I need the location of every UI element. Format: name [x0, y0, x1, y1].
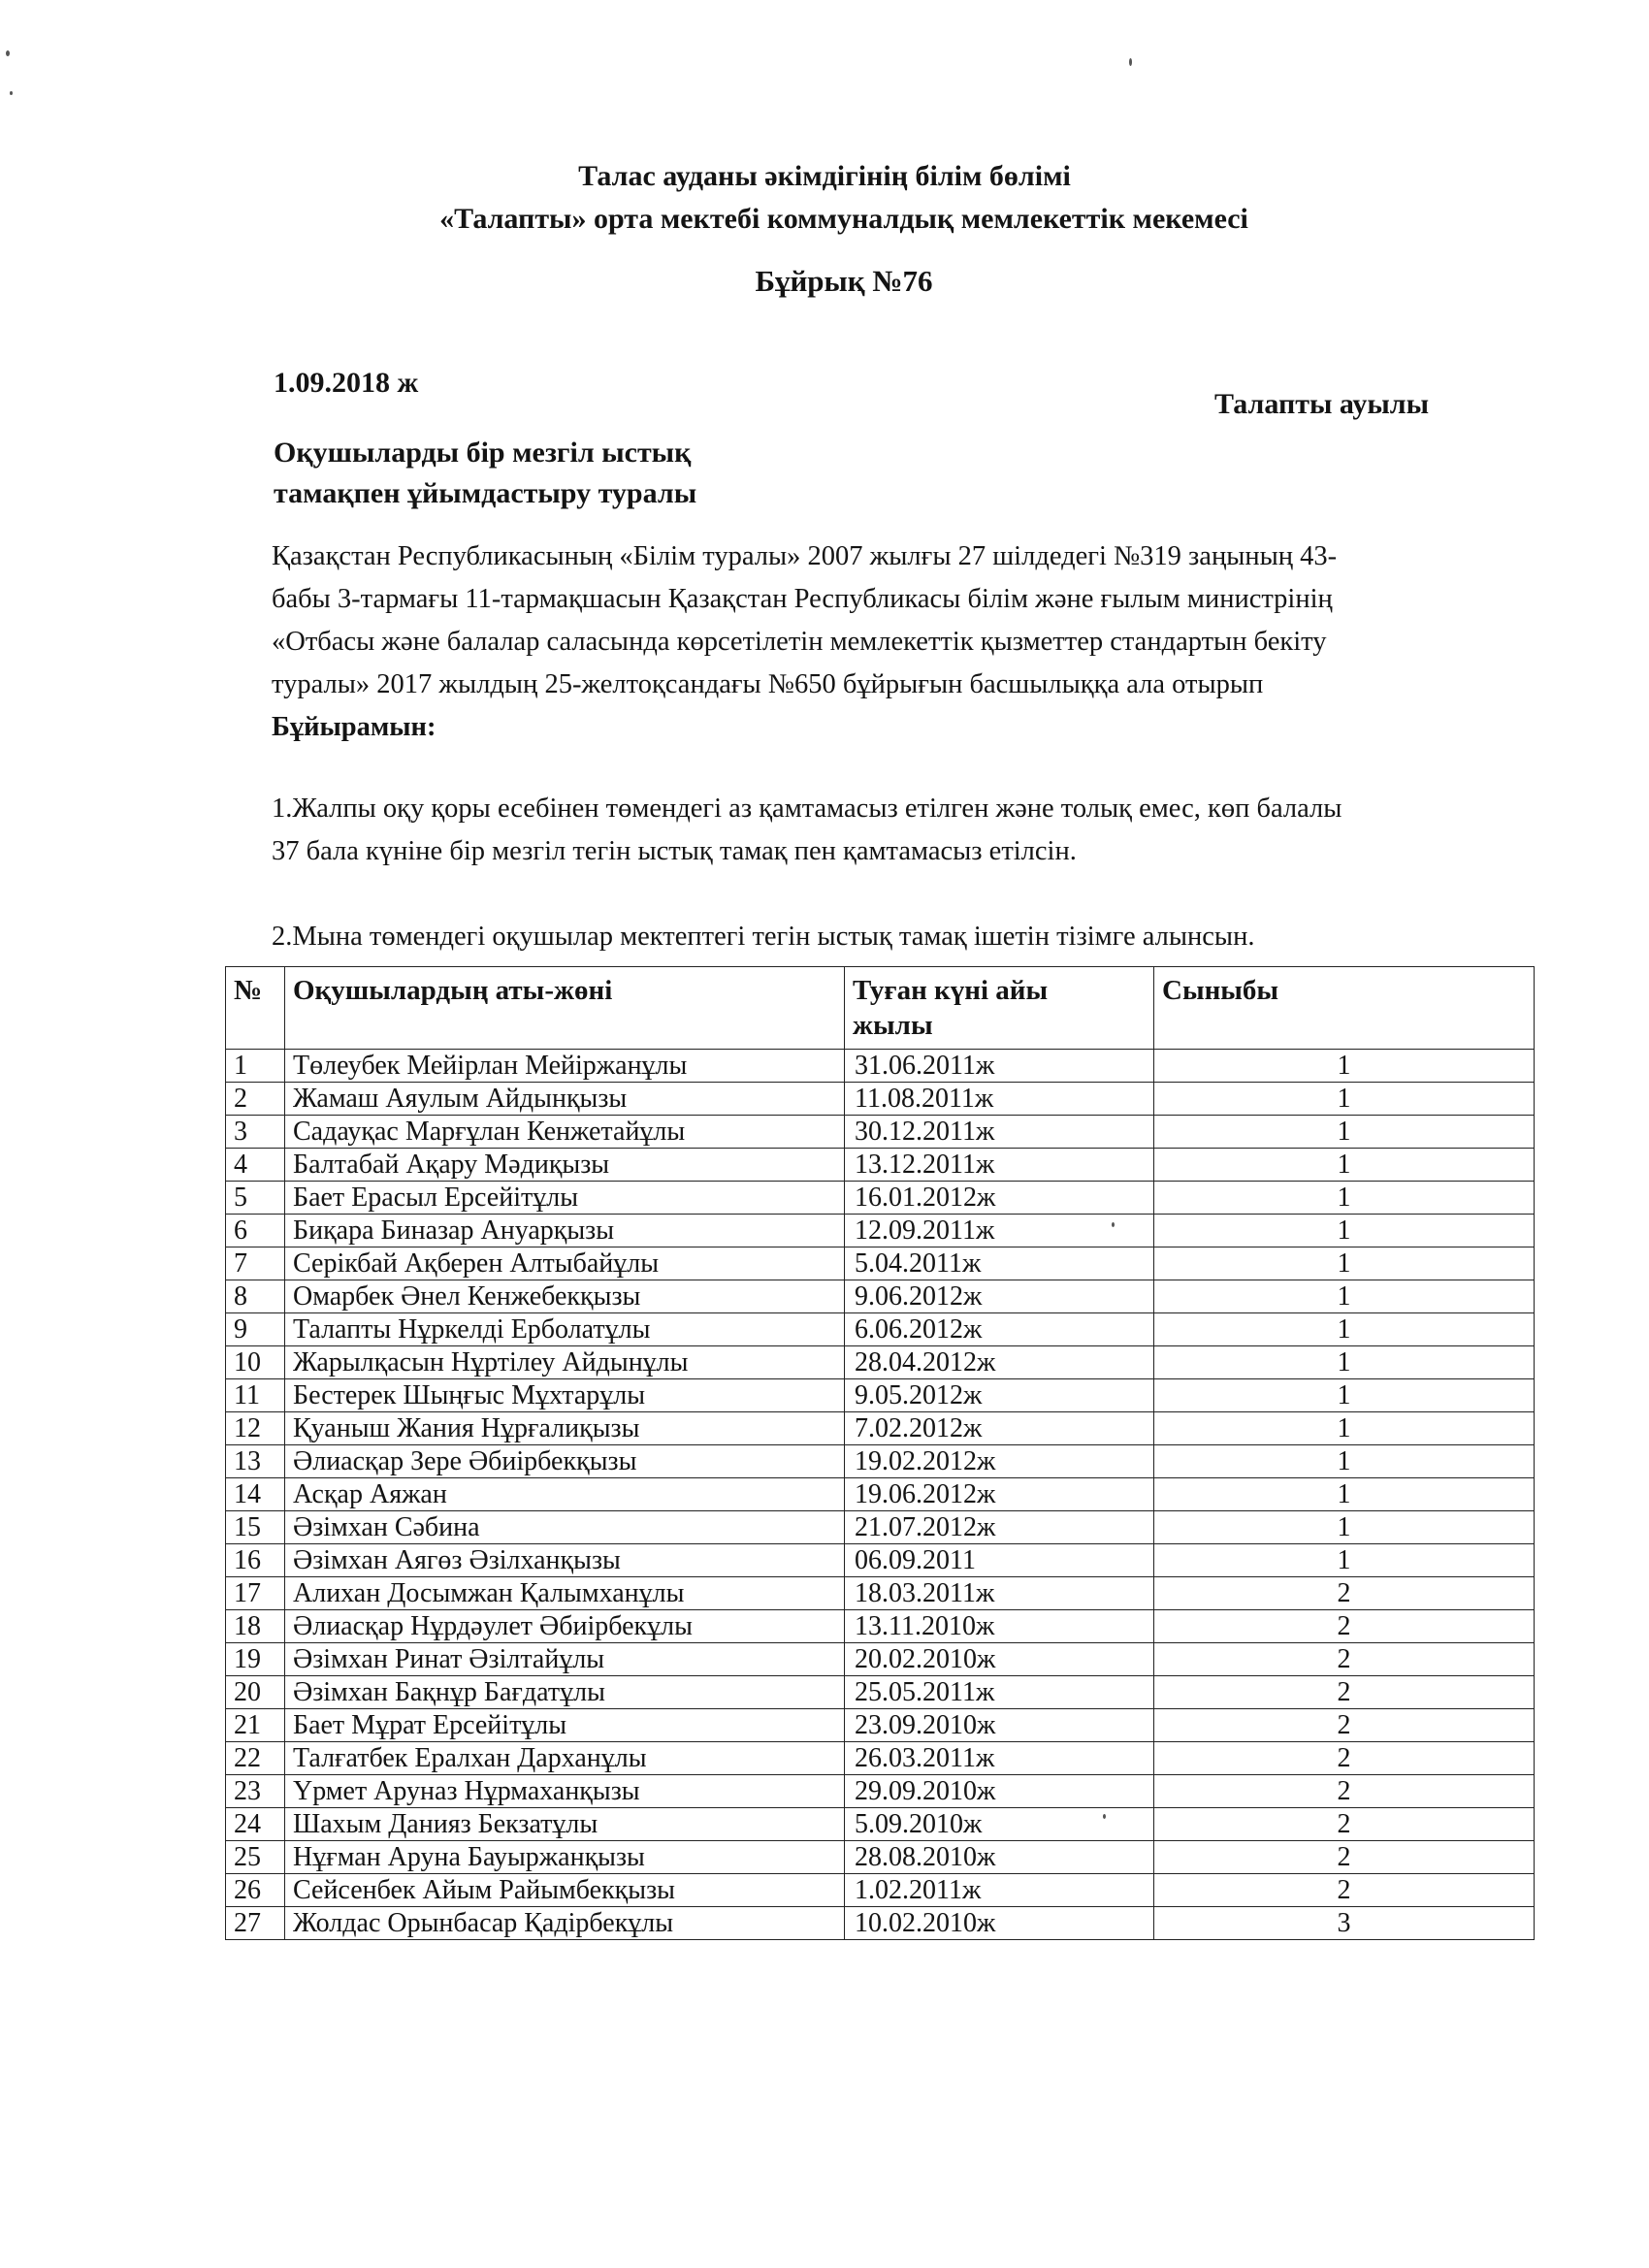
student-name: Әлиасқар Зере Әбиірбекқызы: [285, 1445, 845, 1478]
table-row: [226, 1313, 1535, 1346]
grade-cell: 1: [1154, 1511, 1535, 1544]
table-row: [226, 1182, 1535, 1215]
row-number: 9: [226, 1313, 285, 1346]
grade-cell: 2: [1154, 1874, 1535, 1907]
row-number: 18: [226, 1610, 285, 1643]
birth-date: 29.09.2010ж: [845, 1775, 1154, 1808]
scan-speck: [6, 50, 10, 56]
table-row: [226, 1643, 1535, 1676]
row-number: 7: [226, 1247, 285, 1280]
table-header-row: [226, 967, 1535, 1050]
row-number: 5: [226, 1182, 285, 1215]
birth-date: 9.05.2012ж: [845, 1379, 1154, 1412]
header-birth-line: Туған күні айы: [853, 975, 1049, 1006]
row-number: 26: [226, 1874, 285, 1907]
birth-date: 25.05.2011ж: [845, 1676, 1154, 1709]
student-name: Бает Мұрат Ерсейітұлы: [285, 1709, 845, 1742]
row-number: 16: [226, 1544, 285, 1577]
row-number: 6: [226, 1215, 285, 1247]
subject-line: Оқушыларды бір мезгіл ыстық: [274, 437, 692, 469]
table-row: [226, 1907, 1535, 1940]
birth-date: 26.03.2011ж: [845, 1742, 1154, 1775]
row-number: 11: [226, 1379, 285, 1412]
table-row: [226, 1511, 1535, 1544]
row-number: 19: [226, 1643, 285, 1676]
grade-cell: 1: [1154, 1412, 1535, 1445]
student-name: Жолдас Орынбасар Қадірбекұлы: [285, 1907, 845, 1940]
grade-cell: 2: [1154, 1841, 1535, 1874]
birth-date: 12.09.2011ж: [845, 1215, 1154, 1247]
grade-cell: 2: [1154, 1643, 1535, 1676]
student-name: Балтабай Ақару Мәдиқызы: [285, 1149, 845, 1182]
row-number: 2: [226, 1083, 285, 1116]
birth-date: 28.04.2012ж: [845, 1346, 1154, 1379]
header-birth: [845, 967, 1154, 1050]
table-row: [226, 1280, 1535, 1313]
birth-date: 13.12.2011ж: [845, 1149, 1154, 1182]
document-header: [0, 155, 1649, 241]
student-name: Биқара Биназар Ануарқызы: [285, 1215, 845, 1247]
preamble-paragraph: [272, 535, 1533, 749]
birth-date: 28.08.2010ж: [845, 1841, 1154, 1874]
birth-date: 20.02.2010ж: [845, 1643, 1154, 1676]
grade-cell: 1: [1154, 1478, 1535, 1511]
student-name: Үрмет Аруназ Нұрмаханқызы: [285, 1775, 845, 1808]
table-row: [226, 1610, 1535, 1643]
birth-date: 31.06.2011ж: [845, 1050, 1154, 1083]
order-item-2: [272, 916, 1552, 958]
row-number: 23: [226, 1775, 285, 1808]
table-row: [226, 1149, 1535, 1182]
table-row: [226, 1478, 1535, 1511]
birth-date: 6.06.2012ж: [845, 1313, 1154, 1346]
grade-cell: 3: [1154, 1907, 1535, 1940]
student-name: Омарбек Әнел Кенжебекқызы: [285, 1280, 845, 1313]
birth-date: 7.02.2012ж: [845, 1412, 1154, 1445]
scan-speck: [10, 91, 13, 95]
table-row: [226, 1841, 1535, 1874]
grade-cell: 2: [1154, 1808, 1535, 1841]
header-birth-line: жылы: [853, 1010, 933, 1041]
preamble-line: Қазақстан Республикасының «Білім туралы» 2007 жылғы 27 шілдедегі №319 заңының 43-: [272, 541, 1338, 571]
item-line: 37 бала күніне бір мезгіл тегін ыстық тамақ пен қамтамасыз етілсін.: [272, 836, 1077, 866]
grade-cell: 1: [1154, 1116, 1535, 1149]
row-number: 20: [226, 1676, 285, 1709]
birth-date: 19.06.2012ж: [845, 1478, 1154, 1511]
birth-date: 16.01.2012ж: [845, 1182, 1154, 1215]
header-department: Талас ауданы әкімдігінің білім бөлімі: [578, 160, 1071, 192]
row-number: 14: [226, 1478, 285, 1511]
grade-cell: 1: [1154, 1215, 1535, 1247]
birth-date: 9.06.2012ж: [845, 1280, 1154, 1313]
table-row: [226, 1346, 1535, 1379]
grade-cell: 1: [1154, 1050, 1535, 1083]
grade-cell: 1: [1154, 1346, 1535, 1379]
subject-line: тамақпен ұйымдастыру туралы: [274, 477, 697, 509]
table-row: [226, 1775, 1535, 1808]
birth-date: 5.04.2011ж: [845, 1247, 1154, 1280]
student-name: Жамаш Аяулым Айдынқызы: [285, 1083, 845, 1116]
student-name: Талғатбек Ералхан Дарханұлы: [285, 1742, 845, 1775]
order-village: Талапты ауылы: [1214, 388, 1430, 420]
grade-cell: 1: [1154, 1149, 1535, 1182]
table-row: [226, 1445, 1535, 1478]
grade-cell: 2: [1154, 1577, 1535, 1610]
birth-date: 18.03.2011ж: [845, 1577, 1154, 1610]
row-number: 25: [226, 1841, 285, 1874]
row-number: 3: [226, 1116, 285, 1149]
item-line: 2.Мына төмендегі оқушылар мектептегі тегін ыстық тамақ ішетін тізімге алынсын.: [272, 922, 1255, 952]
row-number: 22: [226, 1742, 285, 1775]
header-school: «Талапты» орта мектебі коммуналдық мемлекеттік мекемесі: [439, 203, 1248, 235]
row-number: 4: [226, 1149, 285, 1182]
order-title: Бұйрық №76: [755, 264, 933, 298]
grade-cell: 2: [1154, 1742, 1535, 1775]
students-table: [225, 966, 1535, 1940]
student-name: Әзімхан Сәбина: [285, 1511, 845, 1544]
row-number: 24: [226, 1808, 285, 1841]
row-number: 15: [226, 1511, 285, 1544]
preamble-line: «Отбасы және балалар саласында көрсетілетін мемлекеттік қызметтер стандартын бекіту: [272, 627, 1327, 657]
order-item-1: [272, 788, 1552, 873]
student-name: Садауқас Марғұлан Кенжетайұлы: [285, 1116, 845, 1149]
student-name: Талапты Нұркелді Ерболатұлы: [285, 1313, 845, 1346]
birth-date: 23.09.2010ж: [845, 1709, 1154, 1742]
birth-date: 5.09.2010ж: [845, 1808, 1154, 1841]
grade-cell: 1: [1154, 1313, 1535, 1346]
grade-cell: 1: [1154, 1445, 1535, 1478]
table-row: [226, 1116, 1535, 1149]
preamble-line: бабы 3-тармағы 11-тармақшасын Қазақстан Республикасы білім және ғылым министрінің: [272, 584, 1333, 614]
row-number: 8: [226, 1280, 285, 1313]
student-name: Сейсенбек Айым Райымбекқызы: [285, 1874, 845, 1907]
student-name: Бестерек Шыңғыс Мұхтарұлы: [285, 1379, 845, 1412]
student-name: Жарылқасын Нұртілеу Айдынұлы: [285, 1346, 845, 1379]
student-name: Әзімхан Бақнұр Бағдатұлы: [285, 1676, 845, 1709]
student-name: Нұғман Аруна Бауыржанқызы: [285, 1841, 845, 1874]
table-row: [226, 1247, 1535, 1280]
order-date: 1.09.2018 ж: [274, 367, 419, 399]
student-name: Қуаныш Жания Нұрғалиқызы: [285, 1412, 845, 1445]
row-number: 13: [226, 1445, 285, 1478]
table-row: [226, 1050, 1535, 1083]
student-name: Әзімхан Ринат Әзілтайұлы: [285, 1643, 845, 1676]
row-number: 21: [226, 1709, 285, 1742]
birth-date: 11.08.2011ж: [845, 1083, 1154, 1116]
student-name: Әзімхан Аягөз Әзілханқызы: [285, 1544, 845, 1577]
table-row: [226, 1808, 1535, 1841]
grade-cell: 1: [1154, 1379, 1535, 1412]
table-row: [226, 1577, 1535, 1610]
grade-cell: 1: [1154, 1182, 1535, 1215]
row-number: 10: [226, 1346, 285, 1379]
student-name: Асқар Аяжан: [285, 1478, 845, 1511]
preamble-line: туралы» 2017 жылдың 25-желтоқсандағы №650 бұйрығын басшылыққа ала отырып: [272, 669, 1264, 699]
table-row: [226, 1215, 1535, 1247]
grade-cell: 2: [1154, 1775, 1535, 1808]
student-name: Бает Ерасыл Ерсейітұлы: [285, 1182, 845, 1215]
order-word: Бұйырамын:: [272, 712, 436, 742]
birth-date: 06.09.2011: [845, 1544, 1154, 1577]
table-row: [226, 1709, 1535, 1742]
header-grade: Сыныбы: [1154, 967, 1535, 1050]
row-number: 1: [226, 1050, 285, 1083]
order-subject: [274, 433, 696, 514]
grade-cell: 1: [1154, 1544, 1535, 1577]
student-name: Төлеубек Мейірлан Мейіржанұлы: [285, 1050, 845, 1083]
row-number: 12: [226, 1412, 285, 1445]
student-name: Серікбай Ақберен Алтыбайұлы: [285, 1247, 845, 1280]
grade-cell: 2: [1154, 1676, 1535, 1709]
header-num: №: [226, 967, 285, 1050]
table-row: [226, 1379, 1535, 1412]
scan-speck: [1129, 58, 1132, 66]
grade-cell: 2: [1154, 1610, 1535, 1643]
birth-date: 10.02.2010ж: [845, 1907, 1154, 1940]
table-row: [226, 1874, 1535, 1907]
student-name: Шахым Данияз Бекзатұлы: [285, 1808, 845, 1841]
birth-date: 19.02.2012ж: [845, 1445, 1154, 1478]
item-line: 1.Жалпы оқу қоры есебінен төмендегі аз қамтамасыз етілген және толық емес, көп балалы: [272, 794, 1342, 824]
table-row: [226, 1676, 1535, 1709]
student-name: Алихан Досымжан Қалымханұлы: [285, 1577, 845, 1610]
birth-date: 1.02.2011ж: [845, 1874, 1154, 1907]
table-row: [226, 1083, 1535, 1116]
grade-cell: 1: [1154, 1083, 1535, 1116]
row-number: 27: [226, 1907, 285, 1940]
table-row: [226, 1742, 1535, 1775]
table-row: [226, 1544, 1535, 1577]
birth-date: 13.11.2010ж: [845, 1610, 1154, 1643]
birth-date: 30.12.2011ж: [845, 1116, 1154, 1149]
table-row: [226, 1412, 1535, 1445]
grade-cell: 2: [1154, 1709, 1535, 1742]
table-body: [226, 1050, 1535, 1940]
student-name: Әлиасқар Нұрдәулет Әбиірбекұлы: [285, 1610, 845, 1643]
row-number: 17: [226, 1577, 285, 1610]
birth-date: 21.07.2012ж: [845, 1511, 1154, 1544]
grade-cell: 1: [1154, 1280, 1535, 1313]
grade-cell: 1: [1154, 1247, 1535, 1280]
header-name: Оқушылардың аты-жөні: [285, 967, 845, 1050]
